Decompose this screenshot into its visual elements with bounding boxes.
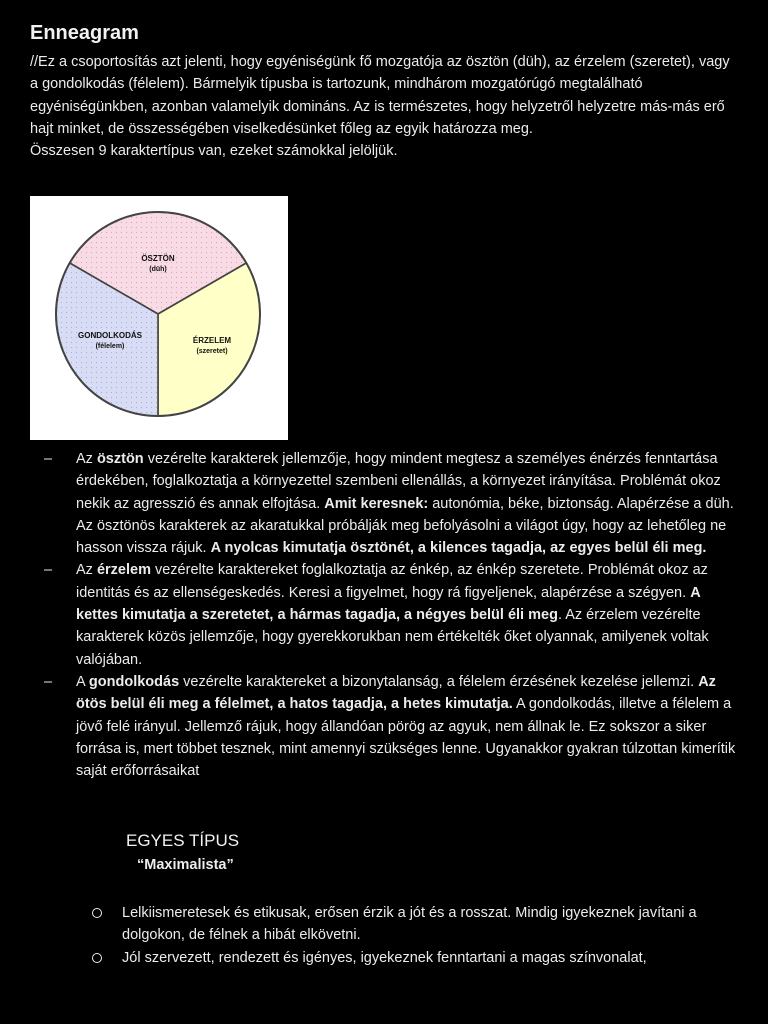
label-osztön-sub: (düh) [149, 266, 167, 273]
circle-bullet-icon [92, 953, 102, 963]
type-heading: EGYES TÍPUS [126, 831, 240, 850]
triad-description-list [44, 448, 736, 782]
triad-pie-chart [30, 196, 288, 440]
type-traits-list [92, 902, 732, 969]
label-osztön: ÖSZTÖN [141, 254, 175, 263]
bullet-osztön: – Az ösztön vezérelte karakterek jellemzője, hogy mindent megtesz a személyes énérzés fenntartása érdekében, foglalkoztatja a környezettel szembeni ellenállás, a környezet irányítása. Problémát okoz nekik az agresszió és annak elfojtása. Amit keresnek: autonómia, béke, biztonság. Alapérzése a düh. Az ösztönös karakterek az akaratukkal próbálják meg befolyásolni a világot úgy, hogy az lehetőleg ne hasson vissza rájuk. A nyolcas kimutatja ösztönét, a kilences tagadja, az egyes belül éli meg. [44, 448, 736, 559]
bullet-erzelem: – Az érzelem vezérelte karaktereket foglalkoztatja az énkép, az énkép szeretete. Problémát okoz az identitás és az ellenségeskedés. Keresi a figyelmet, hogy rá figyeljenek, alapérzése a szégyen. A kettes kimutatja a szeretetet, a hármas tagadja, a négyes belül éli meg. Az érzelem vezérelte karakterek közös jellemzője, hogy gyerekkorukban nem értékelték őket olyannak, amilyenek voltak valójában. [44, 559, 736, 670]
dash-marker: – [44, 562, 53, 579]
bullet-gondolkodas: – A gondolkodás vezérelte karaktereket a bizonytalanság, a félelem érzésének kezelése jellemzi. Az ötös belül éli meg a félelmet, a hatos tagadja, a hetes kimutatja. A gondolkodás, illetve a félelem a jövő felé irányul. Jellemző rájuk, hogy állandóan pörög az agyuk, nem állnak le. Ez sokszor a siker forrása is, mert többet tesznek, mint amennyi szükséges lenne. Ugyanakkor gyakran túlzottan kimerítik saját erőforrásaikat [44, 671, 736, 782]
list-item: Lelkiismeretesek és etikusak, erősen érzik a jót és a rosszat. Mindig igyekeznek javítani a dolgokon, de félnek a hibát elkövetni. [92, 902, 732, 947]
intro-count-line: Összesen 9 karaktertípus van, ezeket számokkal jelöljük. [30, 143, 398, 160]
dash-marker: – [44, 451, 53, 467]
circle-bullet-icon [92, 908, 102, 918]
label-erzelem-sub: (szeretet) [196, 348, 228, 355]
enneagram-triad-diagram [30, 196, 288, 440]
page-title: Enneagram [30, 22, 139, 44]
intro-text [30, 51, 740, 162]
intro-paragraph: //Ez a csoportosítás azt jelenti, hogy egyéniségünk fő mozgatója az ösztön (düh), az érzelem (szeretet), vagy a gondolkodás (félelem). Bármelyik típusba is tartozunk, mindhárom mozgatórúgó megtalálható egyéniségünkben, azonban valamelyik domináns. Az is természetes, hogy helyzetről helyzetre más-más erő hajt minket, de összességében viselkedésünket főleg az egyik határozza meg. [30, 54, 730, 137]
label-erzelem: ÉRZELEM [192, 336, 232, 345]
list-item: Jól szervezett, rendezett és igényes, igyekeznek fenntartani a magas színvonalat, [92, 947, 732, 969]
type-subtitle: “Maximalista” [137, 857, 234, 873]
label-gondolkodas-sub: (félelem) [95, 343, 125, 350]
dash-marker: – [44, 673, 53, 690]
label-gondolkodas: GONDOLKODÁS [78, 331, 142, 340]
